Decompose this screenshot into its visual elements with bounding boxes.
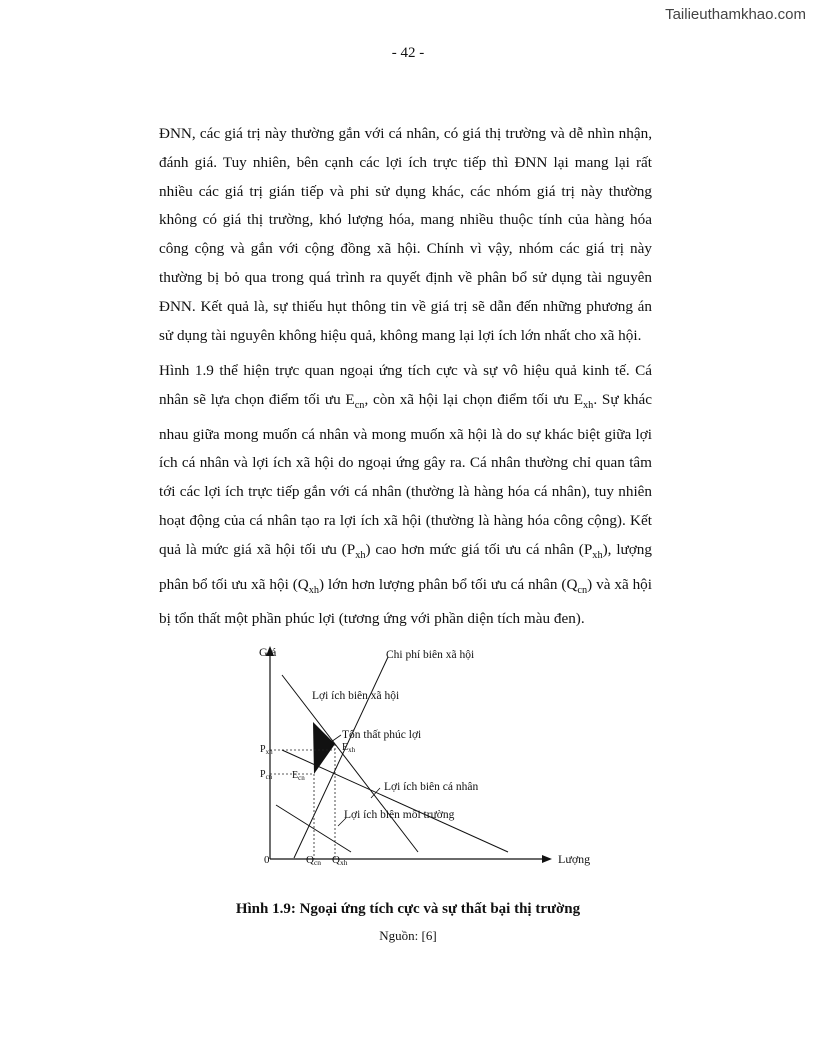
label-welfare-loss: Tổn thất phúc lợi — [342, 729, 422, 741]
origin-label: 0 — [264, 854, 270, 866]
label-social-marginal-cost: Chi phí biên xã hội — [386, 649, 475, 661]
body-paragraph-2: Hình 1.9 thể hiện trực quan ngoại ứng tích cực và sự vô hiệu quả kinh tế. Cá nhân sẽ lựa chọn điểm tối ưu $E_{cn}$, còn xã hội lại chọn điểm tối ưu $E_{xh}$. Sự khác nhau giữa mong muốn cá nhân và mong muốn xã hội là do sự khác biệt giữa lợi ích cá nhân và lợi ích xã hội do ngoại ứng gây ra. Cá nhân thường chỉ quan tâm tới các lợi ích trực tiếp gắn với cá nhân (thường là hàng hóa cá nhân), tuy nhiên hoạt động của cá nhân tạo ra lợi ích xã hội (thường là hàng hóa công cộng). Kết quả là mức giá xã hội tối ưu $(P_{xh})$ cao hơn mức giá tối ưu cá nhân $(P_{xh})$, lượng phân bổ tối ưu xã hội $(Q_{xh})$ lớn hơn lượng phân bổ tối ưu cá nhân $(Q_{cn})$ và xã hội bị tổn thất một phần phúc lợi (tương ứng với phần diện tích màu đen). — [159, 362, 652, 628]
label-exh: $E_{xh}$ — [342, 742, 356, 754]
curve-environmental-marginal-benefit — [276, 805, 351, 852]
label-social-marginal-benefit: Lợi ích biên xã hội — [312, 690, 400, 702]
label-ecn: $E_{cn}$ — [292, 770, 305, 782]
pointer-welfare-loss — [331, 735, 341, 742]
figure-caption: Hình 1.9: Ngoại ứng tích cực và sự thất bại thị trường — [235, 901, 581, 917]
curve-social-marginal-cost — [294, 657, 388, 858]
figure-source: Nguồn: [6] — [379, 928, 437, 943]
label-qxh: Qxh — [332, 854, 348, 867]
y-axis-label: Giá — [259, 645, 277, 659]
label-qcn: Qcn — [306, 854, 322, 867]
externality-diagram-svg — [246, 640, 606, 870]
label-pxh: $P_{xh}$ — [260, 744, 273, 756]
site-watermark: Tailieuthamkhao.com — [665, 6, 806, 23]
externality-diagram — [246, 640, 606, 870]
x-axis-label: Lượng — [558, 852, 591, 866]
label-environmental-marginal-benefit: Lợi ích biên môi trường — [344, 809, 455, 821]
label-private-marginal-benefit: Lợi ích biên cá nhân — [384, 781, 479, 793]
label-pcn: $P_{cn}$ — [260, 769, 273, 781]
page-number: - 42 - — [391, 45, 425, 61]
body-paragraph-1: ĐNN, các giá trị này thường gắn với cá nhân, có giá thị trường và dễ nhìn nhận, đánh giá. Tuy nhiên, bên cạnh các lợi ích trực tiếp thì ĐNN lại mang lại rất nhiều các giá trị gián tiếp và phi sử dụng khác, các nhóm giá trị này thường không có giá thị trường, khó lượng hóa, mang nhiều thuộc tính của hàng hóa công cộng và gắn với cộng đồng xã hội. Chính vì vậy, nhóm các giá trị này thường bị bỏ qua trong quá trình ra quyết định về phân bổ sử dụng tài nguyên ĐNN. Kết quả là, sự thiếu hụt thông tin về giá trị sẽ dẫn đến những phương án sử dụng tài nguyên không hiệu quả, không mang lại lợi ích lớn nhất cho xã hội. — [159, 125, 652, 344]
x-axis-arrow — [542, 855, 552, 863]
